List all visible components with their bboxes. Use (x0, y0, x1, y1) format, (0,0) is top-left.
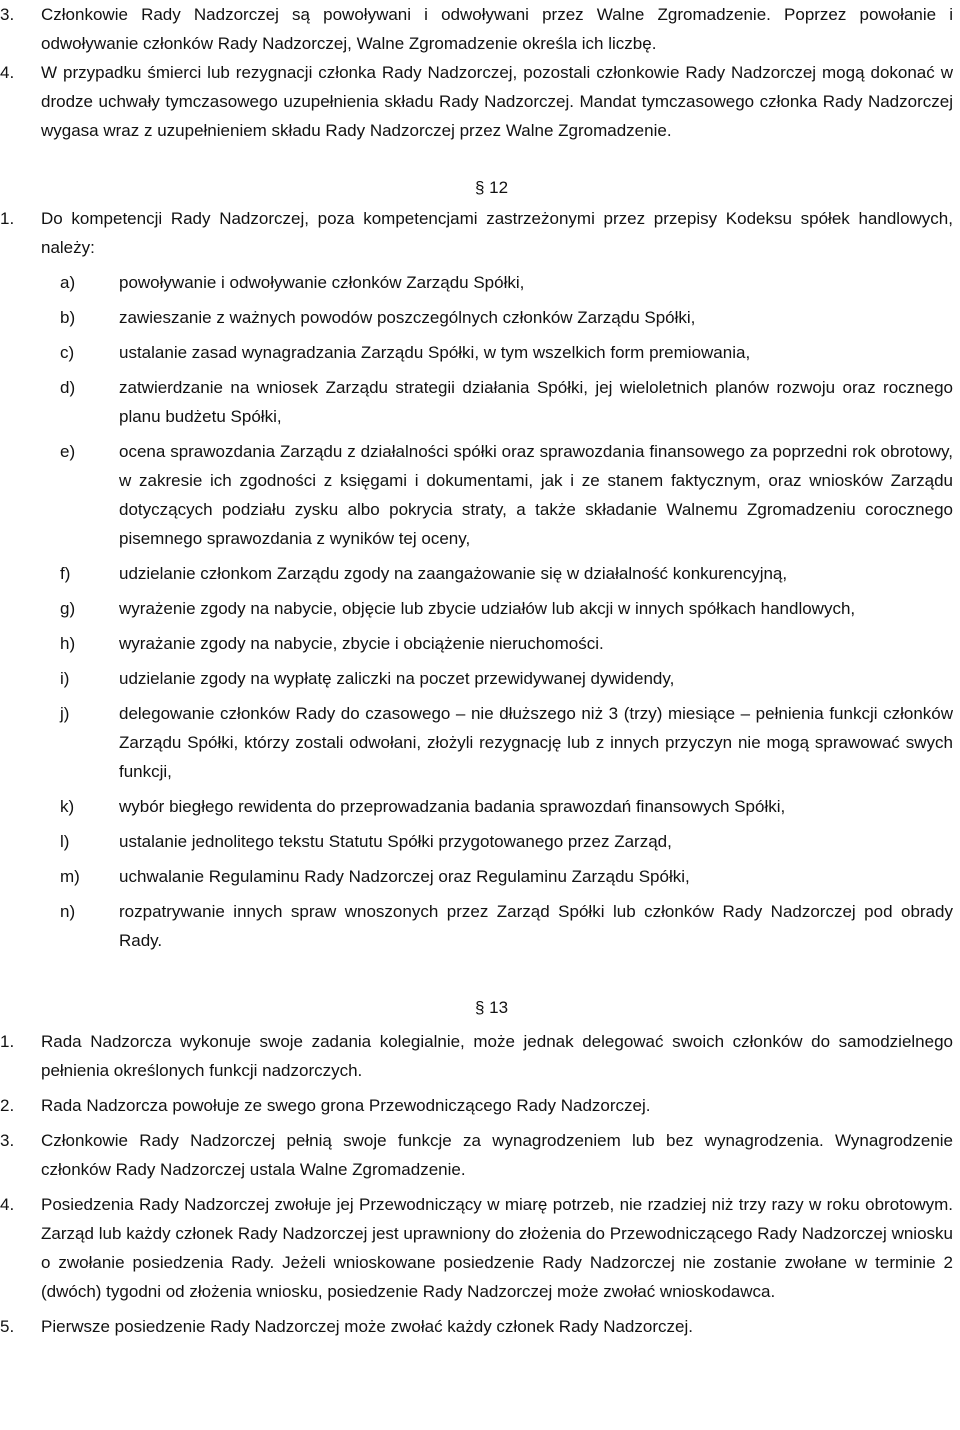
item-text: udzielanie zgody na wypłatę zaliczki na poczet przewidywanej dywidendy, (119, 669, 675, 688)
item-marker: c) (60, 343, 75, 362)
item-marker: g) (60, 599, 76, 618)
competence-item-j (0, 699, 953, 786)
competence-item-d (0, 373, 953, 431)
competence-item-c (0, 338, 953, 367)
competence-item-f (0, 559, 953, 588)
item-marker: l) (60, 832, 70, 851)
competence-item-l (0, 827, 953, 856)
competence-item-b (0, 303, 953, 332)
item-marker: d) (60, 378, 76, 397)
item-text: rozpatrywanie innych spraw wnoszonych przez Zarząd Spółki lub członków Rady Nadzorczej pod obrady Rady. (119, 902, 953, 950)
competence-item-g (0, 594, 953, 623)
item-marker: e) (60, 442, 76, 461)
item-text: Pierwsze posiedzenie Rady Nadzorczej może zwołać każdy członek Rady Nadzorczej. (41, 1317, 693, 1336)
item-marker: b) (60, 308, 76, 327)
section-13-list (0, 1027, 953, 1341)
item-marker: 3. (0, 1131, 15, 1150)
item-marker: a) (60, 273, 76, 292)
item-text: wyrażenie zgody na nabycie, objęcie lub zbycie udziałów lub akcji w innych spółkach handlowych, (119, 599, 856, 618)
item-marker: 4. (0, 63, 15, 82)
item-text: ustalanie jednolitego tekstu Statutu Spółki przygotowanego przez Zarząd, (119, 832, 672, 851)
top-numbered-list (0, 0, 953, 145)
item-text: Członkowie Rady Nadzorczej są powoływani i odwoływani przez Walne Zgromadzenie. Poprzez powołanie i odwoływanie członków Rady Nadzorczej, Walne Zgromadzenie określa ich liczbę. (41, 5, 953, 53)
competence-item-k (0, 792, 953, 821)
list-item (0, 1190, 953, 1306)
item-marker: 4. (0, 1195, 15, 1214)
item-text: Rada Nadzorcza powołuje ze swego grona Przewodniczącego Rady Nadzorczej. (41, 1096, 651, 1115)
item-text: wyrażanie zgody na nabycie, zbycie i obciążenie nieruchomości. (119, 634, 604, 653)
competence-item-i (0, 664, 953, 693)
section-12-item (0, 204, 953, 262)
list-item (0, 0, 953, 58)
item-text: zatwierdzanie na wniosek Zarządu strategii działania Spółki, jej wieloletnich planów rozwoju oraz rocznego planu budżetu Spółki, (119, 378, 953, 426)
item-marker: j) (60, 704, 70, 723)
competence-item-m (0, 862, 953, 891)
item-text: wybór biegłego rewidenta do przeprowadzania badania sprawozdań finansowych Spółki, (119, 797, 786, 816)
item-marker: 5. (0, 1317, 15, 1336)
item-marker: 1. (0, 209, 15, 228)
item-text: Rada Nadzorcza wykonuje swoje zadania kolegialnie, może jednak delegować swoich członków do samodzielnego pełnienia określonych funkcji nadzorczych. (41, 1032, 953, 1080)
competence-item-n (0, 897, 953, 955)
list-item (0, 1027, 953, 1085)
item-text: ustalanie zasad wynagradzania Zarządu Spółki, w tym wszelkich form premiowania, (119, 343, 751, 362)
item-marker: i) (60, 669, 70, 688)
item-text: udzielanie członkom Zarządu zgody na zaangażowanie się w działalność konkurencyjną, (119, 564, 788, 583)
list-item (0, 1091, 953, 1120)
section-13-heading: § 13 (474, 998, 509, 1017)
item-marker: f) (60, 564, 71, 583)
item-text: powoływanie i odwoływanie członków Zarządu Spółki, (119, 273, 525, 292)
item-marker: 3. (0, 5, 15, 24)
section-12-heading: § 12 (474, 178, 509, 197)
list-item (0, 58, 953, 145)
item-marker: m) (60, 867, 80, 886)
item-text: delegowanie członków Rady do czasowego – nie dłuższego niż 3 (trzy) miesiące – pełnienia funkcji członków Zarządu Spółki, którzy zostali odwołani, złożyli rezygnację lub z innych przyczyn nie mogą sprawować swych funkcji, (119, 704, 953, 781)
list-item (0, 1126, 953, 1184)
item-marker: k) (60, 797, 75, 816)
item-marker: 1. (0, 1032, 15, 1051)
item-marker: h) (60, 634, 76, 653)
item-text: zawieszanie z ważnych powodów poszczególnych członków Zarządu Spółki, (119, 308, 696, 327)
competence-list (0, 268, 953, 955)
item-text: Posiedzenia Rady Nadzorczej zwołuje jej Przewodniczący w miarę potrzeb, nie rzadziej niż trzy razy w roku obrotowym. Zarząd lub każdy członek Rady Nadzorczej jest uprawniony do złożenia do Przewodniczącego Rady Nadzorczej wniosku o zwołanie posiedzenia Rady. Jeżeli wnioskowane posiedzenie Rady Nadzorczej nie zostanie zwołane w terminie 2 (dwóch) tygodni od złożenia wniosku, posiedzenie Rady Nadzorczej może zwołać wnioskodawca. (41, 1195, 953, 1301)
item-text: Do kompetencji Rady Nadzorczej, poza kompetencjami zastrzeżonymi przez przepisy Kodeksu spółek handlowych, należy: (41, 209, 953, 257)
competence-item-e (0, 437, 953, 553)
item-marker: 2. (0, 1096, 15, 1115)
list-item (0, 1312, 953, 1341)
item-text: ocena sprawozdania Zarządu z działalności spółki oraz sprawozdania finansowego za poprzedni rok obrotowy, w zakresie ich zgodności z księgami i dokumentami, jak i ze stanem faktycznym, oraz wniosków Zarządu dotyczących podziału zysku albo pokrycia straty, a także składanie Walnemu Zgromadzeniu corocznego pisemnego sprawozdania z wyników tej oceny, (119, 442, 953, 548)
item-marker: n) (60, 902, 76, 921)
item-text: Członkowie Rady Nadzorczej pełnią swoje funkcje za wynagrodzeniem lub bez wynagrodzenia. Wynagrodzenie członków Rady Nadzorczej ustala Walne Zgromadzenie. (41, 1131, 953, 1179)
competence-item-h (0, 629, 953, 658)
competence-item-a (0, 268, 953, 297)
item-text: W przypadku śmierci lub rezygnacji członka Rady Nadzorczej, pozostali członkowie Rady Nadzorczej mogą dokonać w drodze uchwały tymczasowego uzupełnienia składu Rady Nadzorczej. Mandat tymczasowego członka Rady Nadzorczej wygasa wraz z uzupełnieniem składu Rady Nadzorczej przez Walne Zgromadzenie. (41, 63, 953, 140)
item-text: uchwalanie Regulaminu Rady Nadzorczej oraz Regulaminu Zarządu Spółki, (119, 867, 690, 886)
